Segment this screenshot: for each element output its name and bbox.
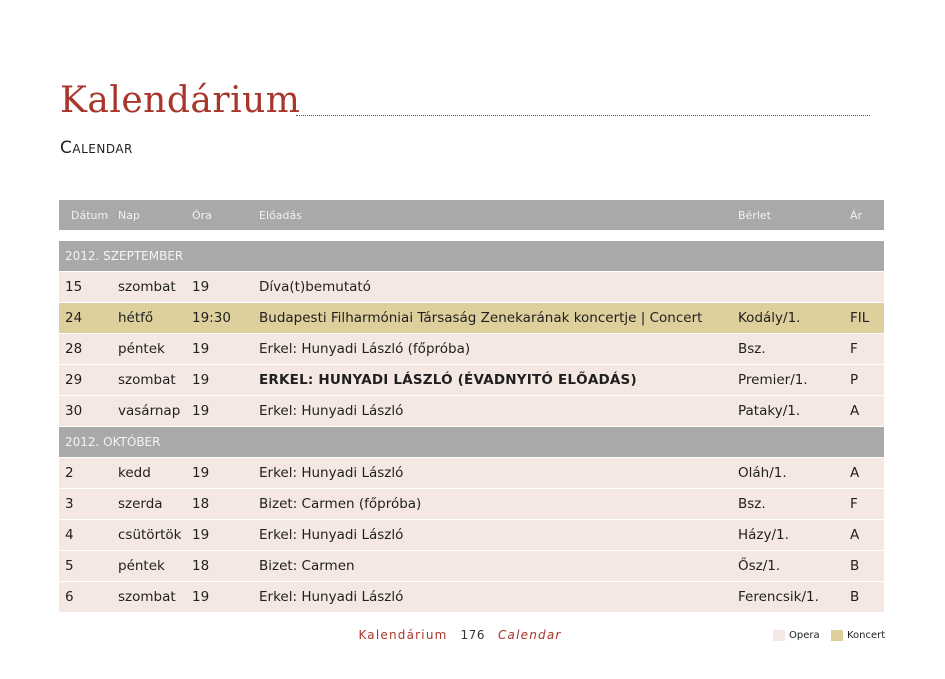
title-dotted-rule xyxy=(296,115,870,116)
cell-datum: 5 xyxy=(65,558,74,574)
cell-nap: szombat xyxy=(118,372,176,388)
cell-eloadas: Bizet: Carmen (főpróba) xyxy=(259,496,422,512)
table-row xyxy=(59,302,884,333)
cell-berlet: Oláh/1. xyxy=(738,465,787,481)
cell-eloadas: Budapesti Filharmóniai Társaság Zenekarának koncertje | Concert xyxy=(259,310,703,326)
page-title: Kalendárium xyxy=(60,80,301,121)
column-header-ar: Ár xyxy=(850,209,863,222)
table-body xyxy=(59,240,884,612)
cell-berlet: Házy/1. xyxy=(738,527,789,543)
cell-nap: hétfő xyxy=(118,310,154,326)
column-header-datum: Dátum xyxy=(71,209,109,222)
cell-nap: szombat xyxy=(118,589,176,605)
page-number: 176 xyxy=(460,628,485,642)
legend-opera xyxy=(773,630,820,642)
cell-ora: 18 xyxy=(192,558,210,574)
cell-berlet: Kodály/1. xyxy=(738,310,801,326)
cell-datum: 2 xyxy=(65,465,74,481)
legend-koncert xyxy=(831,630,885,642)
calendar-table xyxy=(59,200,884,612)
table-row xyxy=(59,519,884,550)
month-row xyxy=(59,426,884,457)
cell-berlet: Ősz/1. xyxy=(738,558,781,574)
cell-eloadas: Díva(t)bemutató xyxy=(259,279,371,295)
cell-datum: 30 xyxy=(65,403,83,419)
cell-ora: 19 xyxy=(192,589,210,605)
cell-nap: péntek xyxy=(118,558,165,574)
footer-right-word: Calendar xyxy=(497,628,562,642)
month-label: 2012. OKTÓBER xyxy=(65,435,161,449)
column-header-berlet: Bérlet xyxy=(738,209,771,222)
cell-eloadas: Bizet: Carmen xyxy=(259,558,355,574)
table-header xyxy=(59,200,884,230)
cell-nap: szombat xyxy=(118,279,176,295)
cell-berlet: Bsz. xyxy=(738,341,766,357)
table-row xyxy=(59,271,884,302)
cell-ora: 19 xyxy=(192,465,210,481)
cell-datum: 24 xyxy=(65,310,83,326)
month-row xyxy=(59,240,884,271)
cell-datum: 28 xyxy=(65,341,83,357)
cell-nap: csütörtök xyxy=(118,527,182,543)
cell-datum: 15 xyxy=(65,279,83,295)
cell-ora: 18 xyxy=(192,496,210,512)
table-gap xyxy=(59,230,884,240)
cell-eloadas: Erkel: Hunyadi László xyxy=(259,465,404,481)
cell-ar: F xyxy=(850,341,858,357)
footer-left-word: Kalendárium xyxy=(358,628,448,642)
cell-nap: kedd xyxy=(118,465,151,481)
cell-ora: 19 xyxy=(192,372,210,388)
cell-eloadas: ERKEL: HUNYADI LÁSZLÓ (ÉVADNYITÓ ELŐADÁS) xyxy=(259,372,637,388)
cell-eloadas: Erkel: Hunyadi László xyxy=(259,403,404,419)
cell-nap: péntek xyxy=(118,341,165,357)
cell-nap: vasárnap xyxy=(118,403,181,419)
cell-datum: 29 xyxy=(65,372,83,388)
cell-ar: P xyxy=(850,372,859,388)
cell-nap: szerda xyxy=(118,496,163,512)
table-row xyxy=(59,488,884,519)
cell-eloadas: Erkel: Hunyadi László xyxy=(259,589,404,605)
cell-ar: A xyxy=(850,527,860,543)
legend-koncert-label: Koncert xyxy=(847,630,886,641)
column-header-nap: Nap xyxy=(118,209,140,222)
table-row xyxy=(59,364,884,395)
legend-opera-swatch xyxy=(773,630,785,641)
cell-datum: 4 xyxy=(65,527,74,543)
column-header-ora: Óra xyxy=(192,209,212,222)
table-row xyxy=(59,550,884,581)
cell-ar: F xyxy=(850,496,858,512)
table-row xyxy=(59,333,884,364)
cell-datum: 6 xyxy=(65,589,74,605)
cell-ar: B xyxy=(850,589,860,605)
legend-opera-label: Opera xyxy=(789,630,820,641)
cell-ar: A xyxy=(850,403,860,419)
cell-ar: B xyxy=(850,558,860,574)
table-row xyxy=(59,457,884,488)
table-row xyxy=(59,395,884,426)
cell-berlet: Ferencsik/1. xyxy=(738,589,819,605)
cell-eloadas: Erkel: Hunyadi László (főpróba) xyxy=(259,341,471,357)
cell-ora: 19 xyxy=(192,341,210,357)
month-label: 2012. SZEPTEMBER xyxy=(65,249,184,263)
cell-ora: 19 xyxy=(192,403,210,419)
cell-berlet: Pataky/1. xyxy=(738,403,801,419)
table-row xyxy=(59,581,884,612)
cell-eloadas: Erkel: Hunyadi László xyxy=(259,527,404,543)
page-subtitle: Calendar xyxy=(60,138,133,158)
cell-berlet: Bsz. xyxy=(738,496,766,512)
cell-ar: FIL xyxy=(850,310,870,326)
title-row xyxy=(60,80,870,124)
cell-ora: 19 xyxy=(192,527,210,543)
cell-ora: 19:30 xyxy=(192,310,231,326)
cell-ora: 19 xyxy=(192,279,210,295)
cell-ar: A xyxy=(850,465,860,481)
cell-datum: 3 xyxy=(65,496,74,512)
legend-koncert-swatch xyxy=(831,630,843,641)
column-header-eloadas: Előadás xyxy=(259,209,302,222)
cell-berlet: Premier/1. xyxy=(738,372,808,388)
